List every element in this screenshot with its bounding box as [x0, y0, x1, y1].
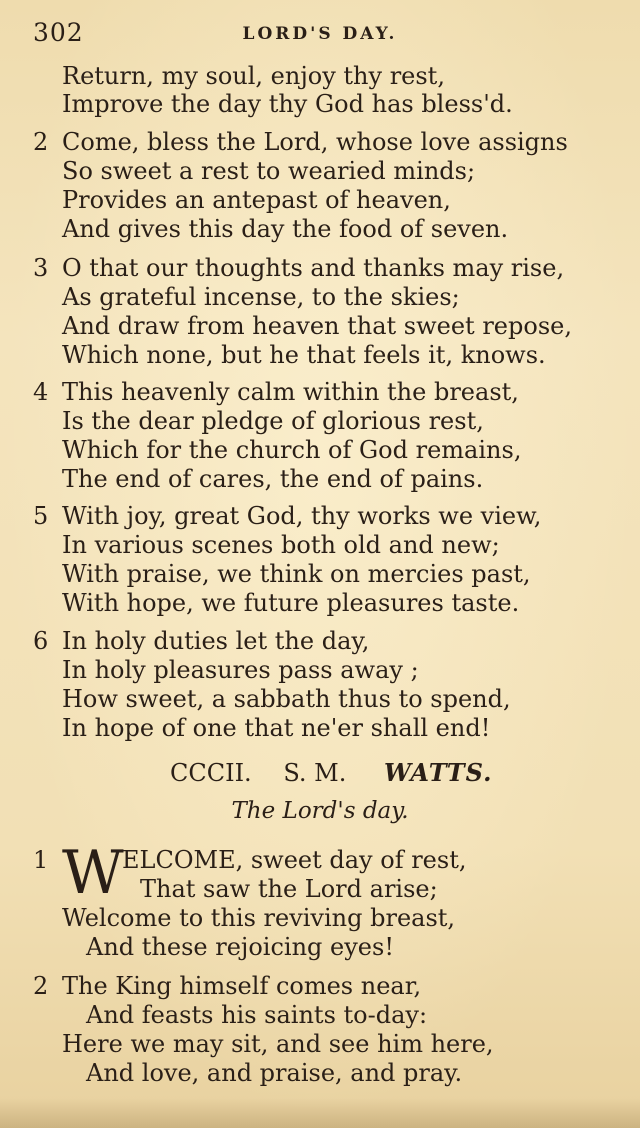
- verse-line: With praise, we think on mercies past,: [62, 560, 531, 588]
- verse-line: How sweet, a sabbath thus to spend,: [62, 685, 511, 713]
- verse-line: With joy, great God, thy works we view,: [62, 502, 542, 530]
- verse-line: As grateful incense, to the skies;: [62, 283, 460, 311]
- running-head: LORD'S DAY.: [242, 24, 398, 44]
- verse-line: And gives this day the food of seven.: [62, 215, 509, 243]
- hymn-number: CCCII.: [170, 759, 252, 787]
- verse-line: Here we may sit, and see him here,: [62, 1030, 494, 1058]
- stanza-number: 3: [33, 254, 49, 282]
- stanza-number: 5: [33, 502, 49, 530]
- verse-line: The King himself comes near,: [62, 972, 422, 1000]
- verse-line: And these rejoicing eyes!: [86, 933, 394, 961]
- verse-line: In hope of one that ne'er shall end!: [62, 714, 491, 742]
- verse-line: ELCOME, sweet day of rest,: [122, 846, 467, 874]
- verse-line: In holy duties let the day,: [62, 627, 370, 655]
- verse-line: Which none, but he that feels it, knows.: [62, 341, 546, 369]
- verse-line: Improve the day thy God has bless'd.: [62, 90, 513, 118]
- verse-line: Provides an antepast of heaven,: [62, 186, 451, 214]
- hymn-meter: S. M.: [283, 759, 347, 787]
- verse-line: And draw from heaven that sweet repose,: [62, 312, 572, 340]
- page-number: 302: [33, 18, 84, 47]
- verse-line: O that our thoughts and thanks may rise,: [62, 254, 565, 282]
- hymn-heading: [170, 758, 492, 787]
- stanza-number: 2: [33, 128, 49, 156]
- verse-line: Which for the church of God remains,: [62, 436, 522, 464]
- verse-line: And love, and praise, and pray.: [86, 1059, 463, 1087]
- verse-line: Come, bless the Lord, whose love assigns: [62, 128, 568, 156]
- stanza-number: 6: [33, 627, 49, 655]
- verse-line: With hope, we future pleasures taste.: [62, 589, 520, 617]
- verse-line: So sweet a rest to wearied minds;: [62, 157, 476, 185]
- stanza-number: 1: [33, 846, 49, 874]
- verse-line: In holy pleasures pass away ;: [62, 656, 419, 684]
- stanza-number: 4: [33, 378, 49, 406]
- verse-line: The end of cares, the end of pains.: [62, 465, 484, 493]
- verse-line: In various scenes both old and new;: [62, 531, 500, 559]
- verse-line: Is the dear pledge of glorious rest,: [62, 407, 484, 435]
- stanza-number: 2: [33, 972, 49, 1000]
- verse-line: And feasts his saints to-day:: [86, 1001, 428, 1029]
- verse-line: That saw the Lord arise;: [140, 875, 438, 903]
- drop-cap: W: [62, 838, 124, 908]
- verse-line: Welcome to this reviving breast,: [62, 904, 456, 932]
- page-edge-shadow: [0, 1098, 640, 1128]
- hymn-author: WATTS.: [384, 758, 493, 787]
- verse-line: Return, my soul, enjoy thy rest,: [62, 62, 445, 90]
- hymn-title: The Lord's day.: [231, 798, 409, 824]
- verse-line: This heavenly calm within the breast,: [62, 378, 519, 406]
